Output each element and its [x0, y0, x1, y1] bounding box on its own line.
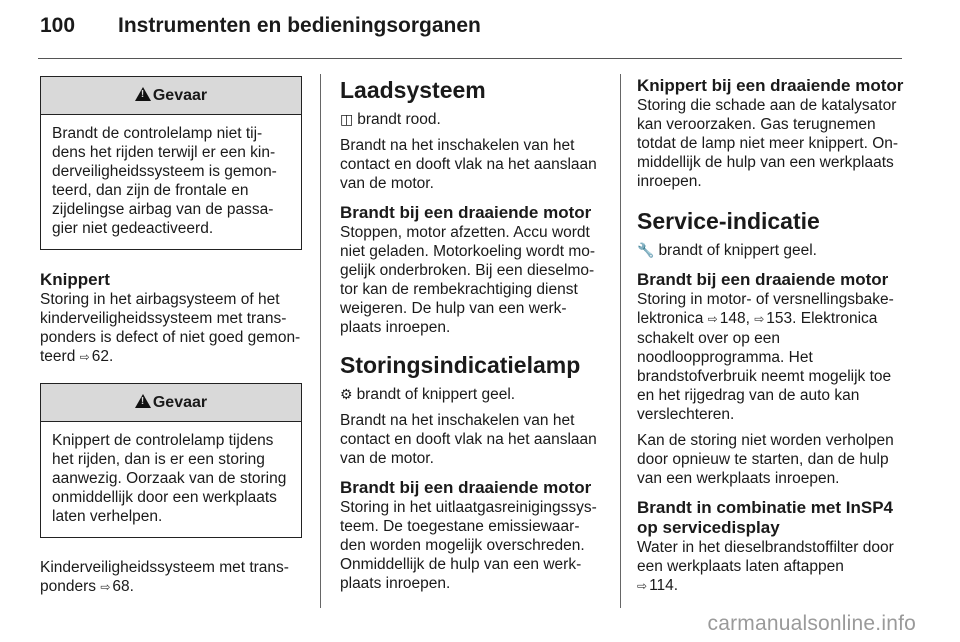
- kind-paragraph: Kinderveiligheidssysteem met trans-ponders ⇨ 68.: [40, 559, 289, 595]
- page-title: Instrumenten en bedieningsorganen: [118, 14, 481, 37]
- page-ref[interactable]: 114.: [649, 577, 679, 594]
- laadsysteem-heading: Laadsysteem: [340, 77, 486, 103]
- storing-sub-text: Storing in het uitlaatgasreinigingssys-teem. De toegestane emissiewaar-den worden mogelijk overschreden. Onmiddellijk de hulp van een werk-plaats inroepen.: [340, 499, 597, 592]
- column-1: [40, 76, 302, 604]
- warning-box-2-text: Knippert de controlelamp tijdens het rijden, dan is er een storing aanwezig. Oorzaak van de storing onmiddellijk door een werkplaats laten verhelpen.: [52, 432, 287, 525]
- page-number: 100: [40, 14, 76, 37]
- knippert-paragraph: Storing in het airbagsysteem of het kinderveiligheidssysteem met trans-ponders is defect of niet goed gemon-teerd ⇨ 62.: [40, 291, 301, 365]
- combi-text: Water in het dieselbrandstoffilter door een werkplaats laten aftappen ⇨ 114.: [637, 539, 894, 594]
- combi-heading: Brandt in combinatie met InSP4 op servicedisplay: [637, 498, 893, 537]
- storing-icon-line: ⚙ brandt of knippert geel.: [340, 386, 516, 403]
- warning-heading: Gevaar: [152, 87, 208, 104]
- warning-box-1-header: [41, 77, 301, 115]
- storingsindicatielamp-heading: Storingsindicatielamp: [340, 352, 581, 378]
- column-divider-2: [620, 74, 621, 608]
- warning-box-2: [40, 383, 302, 538]
- knippert-heading: Knippert: [40, 270, 110, 289]
- knippert-motor-heading: Knippert bij een draaiende motor: [637, 76, 904, 95]
- page-ref-icon: ⇨: [100, 580, 111, 594]
- page-header: [40, 14, 900, 38]
- page-ref-icon: ⇨: [79, 350, 90, 364]
- laadsysteem-icon-line: ◫ brandt rood.: [340, 111, 441, 128]
- engine-icon: ⚙: [340, 386, 353, 402]
- laadsysteem-subheading: Brandt bij een draaiende motor: [340, 203, 592, 222]
- storing-subheading: Brandt bij een draaiende motor: [340, 478, 592, 497]
- laadsysteem-text: Brandt na het inschakelen van het contact en dooft vlak na het aanslaan van de motor.: [340, 137, 597, 192]
- header-rule: [38, 58, 902, 59]
- page-ref[interactable]: 68.: [112, 578, 134, 595]
- column-divider-1: [320, 74, 321, 608]
- column-2: [340, 76, 604, 600]
- laadsysteem-sub-text: Stoppen, motor afzetten. Accu wordt niet geladen. Motorkoeling wordt mo-gelijk onderbroken. Bij een dieselmo-tor kan de rembekrachtiging dienst weigeren. De hulp van een werk-plaats inroepen.: [340, 224, 596, 336]
- storing-text: Brandt na het inschakelen van het contact en dooft vlak na het aanslaan van de motor.: [340, 412, 597, 467]
- service-subheading: Brandt bij een draaiende motor: [637, 270, 889, 289]
- watermark: carmanualsonline.info: [707, 612, 916, 635]
- warning-box-1: [40, 76, 302, 250]
- page-ref-icon: ⇨: [754, 312, 765, 326]
- service-heading: Service-indicatie: [637, 208, 820, 234]
- service-icon-line: 🔧 brandt of knippert geel.: [637, 242, 817, 259]
- wrench-icon: 🔧: [637, 242, 655, 258]
- page-ref-icon: ⇨: [707, 312, 718, 326]
- knippert-motor-text: Storing die schade aan de katalysator kan veroorzaken. Gas terugnemen totdat de lamp niet meer knippert. On-middellijk de hulp van een werkplaats inroepen.: [637, 97, 899, 190]
- service-text-2: Kan de storing niet worden verholpen door opnieuw te starten, dan de hulp van een werkplaats inroepen.: [637, 432, 894, 487]
- warning-box-1-text: Brandt de controlelamp niet tij-dens het rijden terwijl er een kin-derveiligheidssysteem is gemon-teerd, dan zijn de frontale en zijdelingse airbag van de passa-gier niet gedeactiveerd.: [52, 125, 277, 237]
- warning-box-2-header: [41, 384, 301, 422]
- page-ref[interactable]: 148,: [719, 310, 750, 327]
- page-ref[interactable]: 153.: [766, 310, 797, 327]
- service-text: Storing in motor- of versnellingsbake-lektronica ⇨ 148, ⇨ 153. Elektronica schakelt over op een noodloopprogramma. Het brandstofverbruik neemt mogelijk toe en het rijgedrag van de auto kan verslechteren.: [637, 291, 894, 423]
- warning-heading: Gevaar: [152, 394, 208, 411]
- battery-icon: ◫: [340, 111, 354, 127]
- warning-triangle-icon: [135, 87, 151, 101]
- warning-triangle-icon: [135, 394, 151, 408]
- page-ref[interactable]: 62.: [91, 348, 114, 365]
- column-3: [637, 76, 905, 603]
- page-ref-icon: ⇨: [637, 579, 648, 593]
